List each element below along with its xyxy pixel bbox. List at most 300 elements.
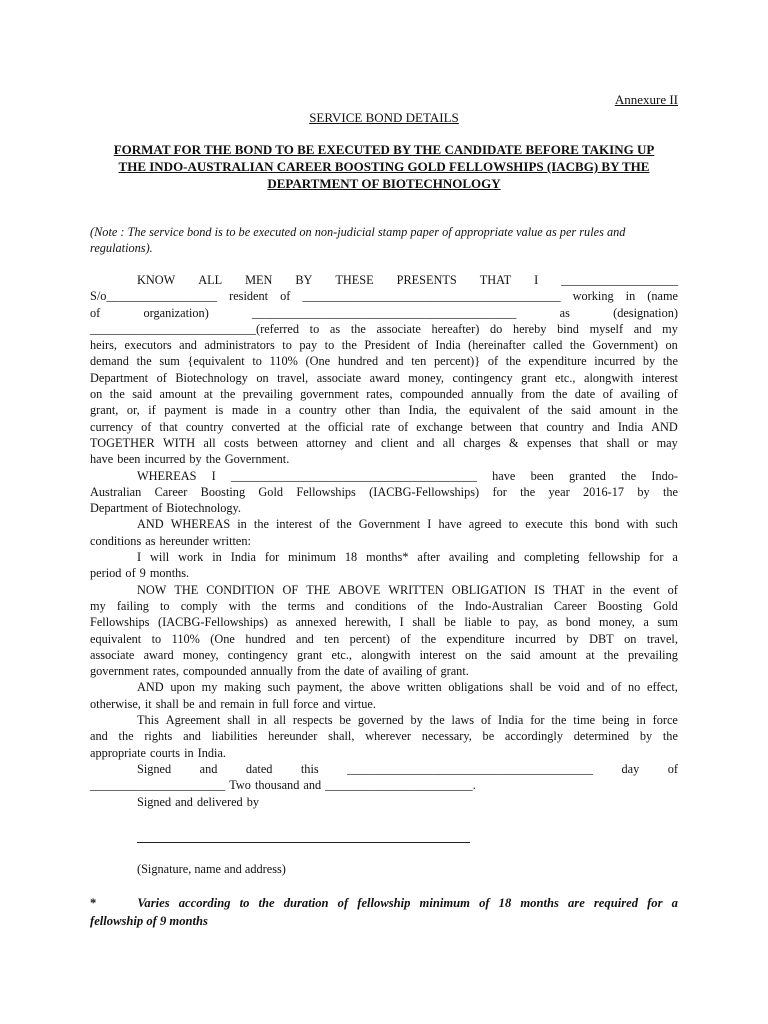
body-word: the xyxy=(205,452,221,467)
body-word: have xyxy=(492,468,516,483)
body-word: on xyxy=(464,647,478,662)
body-word: of xyxy=(667,582,678,597)
body-word: Career xyxy=(154,484,188,499)
stamp-paper-note: (Note : The service bond is to be executed on non-judicial stamp paper of appropriate value as per rules and regulations). xyxy=(90,225,626,255)
body-word: above xyxy=(370,680,401,695)
body-word: a xyxy=(672,550,678,565)
format-heading-line: FORMAT FOR THE BOND TO BE EXECUTED BY THE CANDIDATE BEFORE TAKING UP xyxy=(113,142,655,157)
body-word: and xyxy=(296,631,314,646)
body-word: fellowship xyxy=(588,550,641,565)
body-word: by xyxy=(642,354,656,369)
body-word: in xyxy=(644,403,655,418)
body-word: BY xyxy=(295,273,313,287)
body-word: do xyxy=(489,321,503,336)
body-word: by xyxy=(246,794,259,809)
body-word: KNOW xyxy=(137,273,176,287)
body-word: incurred xyxy=(594,354,636,369)
body-line xyxy=(90,353,678,369)
body-word: the xyxy=(253,517,269,532)
body-word: country xyxy=(299,403,337,418)
body-line xyxy=(90,663,678,679)
body-word: than xyxy=(378,403,401,418)
body-line xyxy=(90,402,678,418)
body-word: Agreement xyxy=(165,713,221,728)
body-word: months* xyxy=(366,550,409,565)
body-word: is xyxy=(215,403,224,418)
body-word: of xyxy=(125,566,136,581)
body-word: ___________________ xyxy=(561,273,678,287)
body-word: 18 xyxy=(344,550,358,565)
body-word: shall xyxy=(227,713,251,728)
body-word: be xyxy=(539,680,552,695)
body-word: Boosting xyxy=(597,598,643,613)
body-word: the xyxy=(603,647,619,662)
body-word: in xyxy=(625,289,636,304)
body-word: etc., xyxy=(331,647,352,662)
body-word: as xyxy=(276,615,287,630)
body-word: Department xyxy=(90,370,149,385)
body-line xyxy=(90,549,678,565)
body-word: the xyxy=(349,680,365,695)
body-word: the xyxy=(324,664,340,679)
body-word: compounded xyxy=(400,387,464,402)
body-word: shall xyxy=(155,696,179,711)
footnote-word: fellowship xyxy=(357,896,411,910)
body-word: shall xyxy=(412,615,436,630)
body-word: and xyxy=(199,761,218,776)
body-word: in xyxy=(636,713,646,728)
body-word: equivalent xyxy=(90,631,142,646)
body-word: work xyxy=(178,550,204,565)
body-word: resident xyxy=(229,289,269,304)
body-word: grant xyxy=(297,647,323,662)
body-word: of xyxy=(280,289,291,304)
body-word: if xyxy=(148,403,156,418)
body-word: to xyxy=(151,631,162,646)
body-word: money, xyxy=(408,370,444,385)
body-word: Australian xyxy=(90,484,142,499)
body-word: amount xyxy=(159,387,197,402)
body-word: and xyxy=(322,696,341,711)
body-word: be xyxy=(182,696,195,711)
body-word: date xyxy=(574,387,596,402)
body-word: months. xyxy=(149,566,190,581)
body-word: the xyxy=(429,713,445,728)
body-word: day xyxy=(621,761,640,776)
body-word: bond xyxy=(565,615,591,630)
body-word: or xyxy=(638,435,649,450)
footnote-word: months xyxy=(520,896,559,910)
body-word: of xyxy=(400,631,411,646)
body-word: and xyxy=(416,435,435,450)
body-word: demand xyxy=(90,354,129,369)
body-word: this xyxy=(300,761,319,776)
body-word: force xyxy=(293,696,319,711)
body-word: (One xyxy=(210,631,235,646)
body-word: wherever xyxy=(365,729,411,744)
body-word: incurred xyxy=(514,631,556,646)
body-word: (One xyxy=(305,354,331,369)
body-word: called xyxy=(533,338,563,353)
body-word: all xyxy=(442,435,456,450)
body-line xyxy=(90,370,678,386)
body-word: terms xyxy=(287,598,316,613)
body-word: contingency xyxy=(227,647,288,662)
body-word: India. xyxy=(197,745,226,760)
body-word: failing xyxy=(116,598,149,613)
body-word: no xyxy=(628,680,641,695)
body-word: being xyxy=(602,713,630,728)
body-word: appropriate xyxy=(90,745,146,760)
body-word: country xyxy=(185,419,224,434)
body-word: IS xyxy=(534,582,546,597)
body-word: prevailing xyxy=(628,647,678,662)
body-word: WHEREAS xyxy=(137,468,197,483)
body-word: written: xyxy=(212,533,251,548)
body-line xyxy=(90,582,678,598)
body-word: S/o__________________ xyxy=(90,289,218,304)
body-word: award xyxy=(143,647,174,662)
body-word: 110% xyxy=(171,631,200,646)
body-word: ________________________________________ xyxy=(347,761,594,776)
body-word: hundred xyxy=(245,631,286,646)
body-word: herewith, xyxy=(344,615,392,630)
body-line xyxy=(90,321,678,337)
body-word: 110% xyxy=(269,354,298,369)
body-word: the xyxy=(505,354,521,369)
body-word: and xyxy=(179,338,197,353)
body-word: a xyxy=(285,403,291,418)
body-word: of xyxy=(90,305,101,320)
body-word: country xyxy=(546,419,584,434)
footnote-word: of xyxy=(337,896,349,910)
body-word: from xyxy=(520,387,545,402)
body-word: the xyxy=(336,517,352,532)
body-word: __________________________________________ xyxy=(302,289,561,304)
body-word: This xyxy=(137,713,159,728)
body-word: on xyxy=(256,370,269,385)
body-line xyxy=(90,631,678,647)
body-word: this xyxy=(569,517,588,532)
footnote-word: duration xyxy=(283,896,329,910)
body-word: the xyxy=(621,468,637,483)
body-word: annually xyxy=(250,664,293,679)
body-word: force xyxy=(652,713,678,728)
body-word: in xyxy=(212,550,222,565)
body-word: the xyxy=(109,387,125,402)
body-word: AND xyxy=(137,517,164,532)
body-word: Indo- xyxy=(651,468,678,483)
body-word: (IACBG-Fellowships) xyxy=(158,615,269,630)
body-word: as xyxy=(559,305,570,320)
body-word: annually xyxy=(471,387,514,402)
body-word: by xyxy=(637,484,650,499)
body-word: of xyxy=(480,713,492,728)
body-word: as xyxy=(145,533,156,548)
body-word: Indo-Australian xyxy=(464,598,543,613)
body-line xyxy=(90,337,678,353)
body-word: ________________________________________ xyxy=(230,468,477,483)
annexure-label: Annexure II xyxy=(614,92,678,107)
body-word: the xyxy=(609,582,626,597)
body-word: (hereinafter xyxy=(468,338,526,353)
body-word: AND xyxy=(137,680,164,695)
format-heading xyxy=(90,141,678,192)
body-word: year xyxy=(548,484,570,499)
body-word: the xyxy=(421,631,437,646)
body-word: liable xyxy=(464,615,492,630)
body-word: as xyxy=(329,321,341,336)
body-word: executors xyxy=(124,338,172,353)
body-word: as xyxy=(547,615,558,630)
body-word: ___________________________(referred xyxy=(90,321,300,336)
body-word: of xyxy=(426,664,437,679)
body-word: associate xyxy=(376,321,421,336)
body-word: thousand xyxy=(254,778,300,793)
body-word: agreed xyxy=(468,517,502,532)
body-word: on xyxy=(90,387,103,402)
body-word: & xyxy=(509,435,519,450)
body-word: (name xyxy=(647,289,678,304)
body-word: DBT xyxy=(589,631,614,646)
body-word: completing xyxy=(524,550,580,565)
body-word: rates, xyxy=(366,387,393,402)
body-word: and xyxy=(354,435,373,450)
body-word: (IACBG-Fellowships) xyxy=(369,484,480,499)
body-word: of xyxy=(417,598,428,613)
body-word: the xyxy=(552,387,568,402)
body-word: organization) xyxy=(143,305,209,320)
body-word: heirs, xyxy=(90,338,117,353)
body-word: have xyxy=(90,452,114,467)
body-word: the xyxy=(261,598,277,613)
body-word: said xyxy=(571,403,591,418)
body-word: amount xyxy=(539,647,577,662)
body-word: rate xyxy=(371,419,390,434)
body-word: MEN xyxy=(245,273,273,287)
body-word: for xyxy=(530,713,545,728)
body-word: Department xyxy=(90,501,149,516)
footnote-word: according xyxy=(178,896,231,910)
body-word: myself xyxy=(589,321,624,336)
body-word: it xyxy=(144,696,152,711)
body-word: Biotechnology. xyxy=(166,501,241,516)
body-word: obligations xyxy=(448,680,504,695)
body-word: THE xyxy=(306,582,331,597)
body-word: the xyxy=(662,484,678,499)
footnote-word: required xyxy=(593,896,638,910)
body-word: the xyxy=(662,729,678,744)
body-word: liabilities xyxy=(211,729,258,744)
body-word: Career xyxy=(553,598,587,613)
body-line xyxy=(90,533,678,549)
body-line xyxy=(90,451,678,467)
body-word: etc., xyxy=(554,370,576,385)
body-word: time xyxy=(573,713,596,728)
footnote-word: Varies xyxy=(137,896,170,910)
body-line xyxy=(90,500,678,516)
body-word: WITH xyxy=(163,435,196,450)
body-word: my xyxy=(90,598,106,613)
body-word: the xyxy=(662,403,678,418)
body-word: of xyxy=(319,517,330,532)
body-word: necessary, xyxy=(421,729,472,744)
body-word: on xyxy=(624,631,637,646)
signature-line xyxy=(137,842,470,843)
body-word: shall, xyxy=(328,729,355,744)
body-word: THE xyxy=(174,582,199,597)
body-word: minimum xyxy=(288,550,336,565)
body-word: be xyxy=(339,713,351,728)
body-word: ten xyxy=(411,354,427,369)
body-word: Government xyxy=(358,517,421,532)
body-word: full xyxy=(272,696,290,711)
body-line xyxy=(90,565,678,581)
body-word: of xyxy=(417,338,428,353)
body-word: my xyxy=(201,680,218,695)
body-line xyxy=(90,647,678,663)
body-word: and xyxy=(591,419,610,434)
body-word: the xyxy=(350,321,366,336)
body-word: pay, xyxy=(518,615,539,630)
body-word: Biotechnology xyxy=(175,370,248,385)
body-word: to xyxy=(282,338,292,353)
body-word: the xyxy=(305,419,321,434)
body-word: grant, xyxy=(90,403,119,418)
body-word: courts xyxy=(150,745,181,760)
body-word: I xyxy=(211,468,216,483)
body-word: percent)} xyxy=(433,354,481,369)
body-word: money, xyxy=(599,615,635,630)
body-word: President xyxy=(364,338,411,353)
body-word: the xyxy=(438,598,454,613)
body-word: NOW xyxy=(137,582,167,597)
body-word: upon xyxy=(170,680,195,695)
body-line xyxy=(90,468,678,484)
body-line xyxy=(90,386,678,402)
body-word: and xyxy=(326,598,344,613)
body-word: of xyxy=(156,370,167,385)
format-heading-line: THE INDO-AUSTRALIAN CAREER BOOSTING GOLD FELLOWSHIPS (IACBG) BY THE xyxy=(118,159,650,174)
body-word: government xyxy=(300,387,359,402)
body-word: in xyxy=(257,713,267,728)
body-word: of xyxy=(667,387,678,402)
body-word: hereby xyxy=(512,321,547,336)
body-word: my xyxy=(662,321,678,336)
body-word: conditions xyxy=(355,598,407,613)
footnote-word: are xyxy=(568,896,585,910)
body-word: of xyxy=(152,501,163,516)
body-word: ALL xyxy=(198,273,223,287)
body-word: hereunder xyxy=(268,729,318,744)
body-word: to xyxy=(160,598,170,613)
body-line xyxy=(90,728,678,744)
body-word: Fellowships xyxy=(90,615,150,630)
body-word: availing xyxy=(448,550,489,565)
body-word: shall xyxy=(509,680,533,695)
body-word: ______________________ xyxy=(90,778,226,793)
body-word: sum xyxy=(159,354,180,369)
format-heading-line: DEPARTMENT OF BIOTECHNOLOGY xyxy=(267,176,501,191)
body-word: WHEREAS xyxy=(170,517,231,532)
body-word: I xyxy=(137,550,142,565)
body-word: and xyxy=(385,354,404,369)
body-word: at xyxy=(288,419,297,434)
body-word: the xyxy=(445,403,461,418)
body-word: percent) xyxy=(349,631,390,646)
footnote-word: minimum xyxy=(419,896,470,910)
body-word: to xyxy=(500,615,510,630)
body-word: between xyxy=(470,419,512,434)
body-word: of xyxy=(667,761,678,776)
body-line xyxy=(90,516,678,532)
body-word: of xyxy=(602,387,613,402)
body-word: in xyxy=(184,745,194,760)
body-word: ABOVE xyxy=(338,582,381,597)
body-word: money, xyxy=(182,647,219,662)
body-word: said xyxy=(510,647,531,662)
body-word: India xyxy=(617,419,644,434)
body-line xyxy=(90,794,678,810)
footnote-word: 18 xyxy=(498,896,512,910)
body-word: I xyxy=(399,615,404,630)
body-word: the xyxy=(341,338,357,353)
body-word: associate xyxy=(316,370,362,385)
body-word: of xyxy=(487,354,499,369)
body-word: respects xyxy=(292,713,333,728)
body-word: Fellowships xyxy=(296,484,356,499)
body-word: payment xyxy=(164,403,207,418)
body-word: expenses xyxy=(526,435,572,450)
body-word: by xyxy=(189,452,202,467)
body-word: equivalent xyxy=(469,403,521,418)
body-word: of xyxy=(528,403,540,418)
body-word: charges xyxy=(463,435,501,450)
body-word: AND xyxy=(651,419,678,434)
body-word: in xyxy=(237,517,247,532)
body-word: the xyxy=(569,338,585,353)
body-word: the xyxy=(520,484,536,499)
body-word: virtue. xyxy=(344,696,376,711)
body-word: or, xyxy=(126,403,140,418)
body-word: remain xyxy=(220,696,255,711)
body-word: travel, xyxy=(646,631,678,646)
body-word: costs xyxy=(224,435,249,450)
body-word: at xyxy=(203,387,213,402)
body-word: administrators xyxy=(204,338,275,353)
body-word: conditions xyxy=(90,533,142,548)
footnote-asterisk: * xyxy=(90,896,97,910)
body-word: rates, xyxy=(152,664,180,679)
body-word: and xyxy=(183,729,201,744)
body-word: to xyxy=(252,354,262,369)
body-word: bind xyxy=(557,321,579,336)
body-word: execute xyxy=(525,517,563,532)
body-word: government xyxy=(90,664,149,679)
body-word: OBLIGATION xyxy=(451,582,527,597)
body-word: Signed xyxy=(137,761,172,776)
body-word: of xyxy=(611,680,622,695)
body-word: CONDITION xyxy=(206,582,275,597)
body-word: for xyxy=(492,484,507,499)
body-line xyxy=(90,288,678,304)
body-line xyxy=(90,435,678,451)
body-word: expenditure xyxy=(446,631,505,646)
body-word: determined xyxy=(573,729,630,744)
body-word: sum xyxy=(657,615,678,630)
body-word: Gold xyxy=(653,598,678,613)
body-word: grant xyxy=(521,370,547,385)
